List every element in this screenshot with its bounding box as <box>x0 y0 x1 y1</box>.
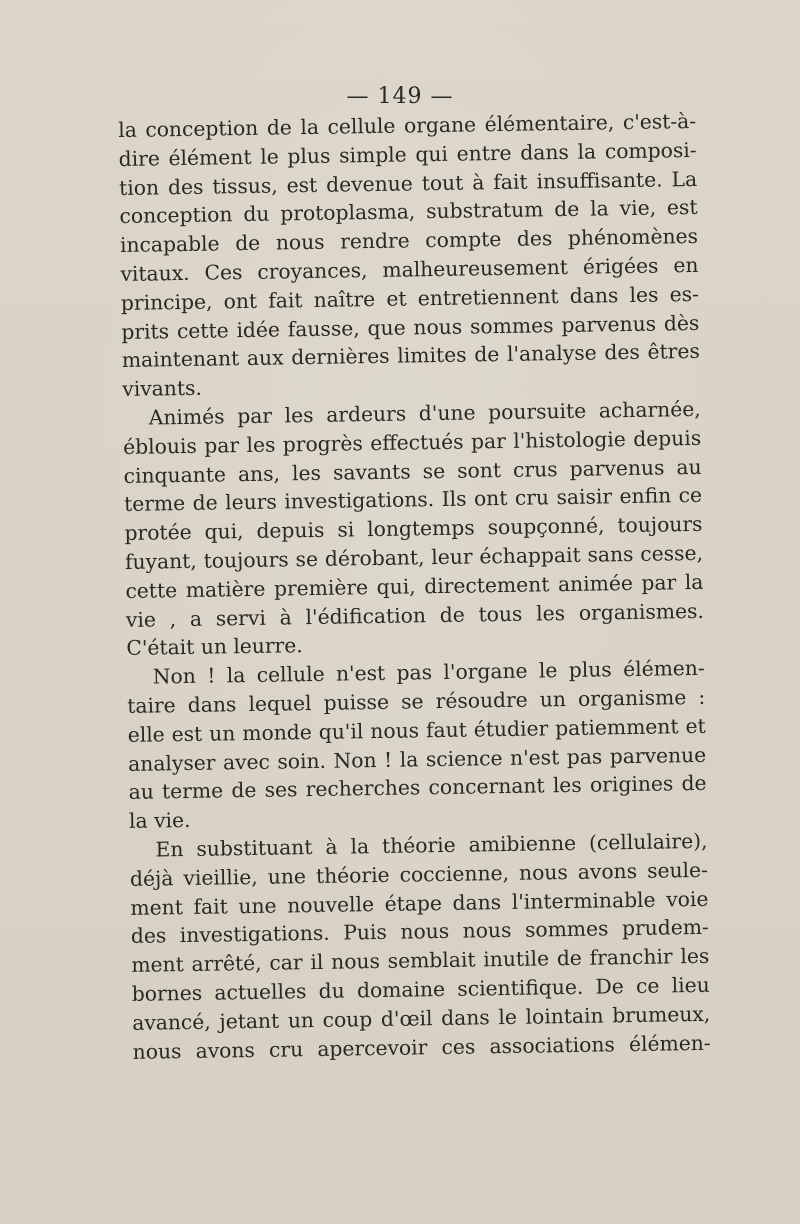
text-line: principe, ont fait naître et entretiennent dans les es- <box>120 281 700 315</box>
text-line: maintenant aux dernières limites de l'analyse des êtres <box>121 339 700 373</box>
text-line: tion des tissus, est devenue tout à fait insuffisante. La <box>118 166 698 200</box>
text-line: terme de leurs investigations. Ils ont cru saisir enfin ce <box>123 483 703 517</box>
text-line: En substituant à la théorie amibienne (cellulaire), <box>155 828 708 862</box>
text-line: ment arrêté, car il nous semblait inutile de franchir les <box>131 943 710 978</box>
text-line: des investigations. Puis nous nous sommes prudem- <box>130 915 710 949</box>
page-number: — 149 — <box>346 84 454 109</box>
text-line: fuyant, toujours se dérobant, leur échappait sans cesse, <box>124 540 704 574</box>
text-line: dire élément le plus simple qui entre dans la composi- <box>118 137 697 171</box>
text-line: vie , a servi à l'édification de tous les organismes. <box>125 598 705 632</box>
text-line: au terme de ses recherches concernant les origines de <box>128 771 707 805</box>
text-line: elle est un monde qu'il nous faut étudier patiemment et <box>127 713 706 747</box>
text-line: conception du protoplasma, substratum de la vie, est <box>119 195 698 229</box>
text-line: vivants. <box>122 375 203 402</box>
text-line: éblouis par les progrès effectués par l'histologie depuis <box>123 425 702 459</box>
text-line: nous avons cru apercevoir ces associations élémen- <box>132 1030 711 1064</box>
text-line: Animés par les ardeurs d'une poursuite acharnée, <box>148 396 701 430</box>
text-line: ment fait une nouvelle étape dans l'interminable voie <box>130 886 709 920</box>
text-line: la vie. <box>128 808 191 834</box>
text-line: prits cette idée fausse, que nous sommes parvenus dès <box>121 310 700 344</box>
text-line: cette matière première qui, directement animée par la <box>125 569 704 603</box>
text-line: vitaux. Ces croyances, malheureusement érigées en <box>120 252 699 286</box>
text-line: cinquante ans, les savants se sont crus parvenus au <box>123 454 702 488</box>
text-line: la conception de la cellule organe élémentaire, c'est-à- <box>118 108 697 142</box>
text-line: Non ! la cellule n'est pas l'organe le plus élémen- <box>152 655 705 689</box>
text-line: bornes actuelles du domaine scientifique. De ce lieu <box>131 972 710 1006</box>
text-line: déjà vieillie, une théorie coccienne, nous avons seule- <box>129 857 709 891</box>
text-line: analyser avec soin. Non ! la science n'est pas parvenue <box>127 742 707 776</box>
text-line: taire dans lequel puisse se résoudre un organisme : <box>127 684 706 718</box>
text-line: avancé, jetant un coup d'œil dans le lointain brumeux, <box>132 1001 711 1035</box>
body-text <box>118 107 711 1066</box>
text-line: protée qui, depuis si longtemps soupçonné, toujours <box>124 512 703 546</box>
text-line: C'était un leurre. <box>126 633 303 661</box>
text-line: incapable de nous rendre compte des phénomènes <box>119 224 699 258</box>
